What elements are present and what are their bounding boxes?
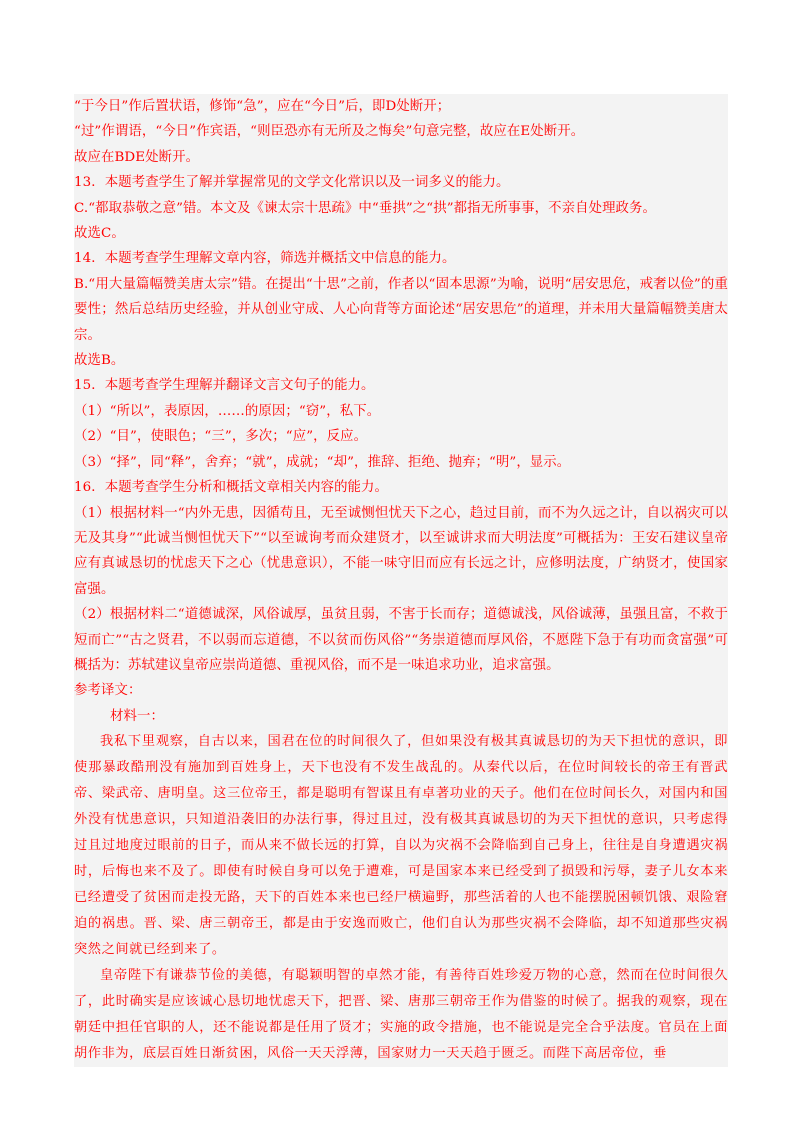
answer-choice: 故选B。 [74,353,125,369]
answer-line: （1）“所以”，表原因，……的原因；“窃”，私下。 [74,403,381,419]
answer-choice: 故选C。 [74,226,125,242]
question-15-heading: 15．本题考查学生理解并翻译文言文句子的能力。 [74,378,375,394]
answer-line: “于今日”作后置状语，修饰“急”，应在“今日”后，即D处断开； [74,99,451,114]
material-one-label: 材料一： [110,708,164,724]
answer-line: （2）根据材料二“道德诚深，风俗诚厚，虽贫且弱，不害于长而存；道德诚浅，风俗诚薄，虽强且富，不救于短而亡”“古之贤君，不以弱而忘道德，不以贫而伤风俗”“务崇道德而厚风俗，不愿陛下急于有功而贪富强”可概括为：苏轼建议皇帝应崇尚道德、重视风俗，而不是一味追求功业，追求富强。 [74,607,728,673]
question-16-heading: 16．本题考查学生分析和概括文章相关内容的能力。 [74,480,389,496]
translation-paragraph: 我私下里观察，自古以来，国君在位的时间很久了，但如果没有极其真诚恳切的为天下担忧的意识，即使那暴政酷刑没有施加到百姓身上，天下也没有不发生战乱的。从秦代以后，在位时间较长的帝王有晋武帝、梁武帝、唐明皇。这三位帝王，都是聪明有智谋且有卓著功业的天子。他们在位时间长久，对国内和国外没有忧患意识，只知道沿袭旧的办法行事，得过且过，没有极其真诚恳切的为天下担忧的意识，只考虑得过且过地度过眼前的日子，而从来不做长远的打算，自以为灾祸不会降临到自己身上，往往是自身遭遇灾祸时，后悔也来不及了。即使有时候自身可以免于遭难，可是国家本来已经受到了损毁和污辱，妻子儿女本来已经遭受了贫困而走投无路，天下的百姓本来也已经尸横遍野，那些活着的人也不能摆脱困顿饥饿、艰险窘迫的祸患。晋、梁、唐三朝帝王，都是由于安逸而败亡，他们自认为那些灾祸不会降临，却不知道那些灾祸突然之间就已经到来了。 [74,734,728,958]
translation-paragraph: 皇帝陛下有谦恭节俭的美德，有聪颖明智的卓然才能，有善待百姓珍爱万物的心意，然而在位时间很久了，此时确实是应该诚心恳切地忧虑天下，把晋、梁、唐那三朝帝王作为借鉴的时候了。据我的观察，现在朝廷中担任官职的人，还不能说都是任用了贤才；实施的政令措施，也不能说是完全合乎法度。官员在上面胡作非为，底层百姓日渐贫困，风俗一天天浮薄，国家财力一天天趋于匮乏。而陛下高居帝位，垂 [74,968,728,1062]
answer-line: （3）“择”，同“释”，舍弃；“就”，成就；“却”，推辞、拒绝、抛弃；“明”，显示。 [74,454,571,470]
question-14-heading: 14．本题考查学生理解文章内容，筛选并概括文中信息的能力。 [74,251,456,267]
answer-explanation-block [74,94,728,1067]
answer-line: C.“都取恭敬之意”错。本文及《谏太宗十思疏》中“垂拱”之“拱”都指无所事事，不亲自处理政务。 [74,200,657,216]
question-13-heading: 13．本题考查学生了解并掌握常见的文学文化常识以及一词多义的能力。 [74,175,510,191]
answer-line: “过”作谓语，“今日”作宾语，“则臣恐亦有无所及之悔矣”句意完整，故应在E处断开。 [74,124,585,140]
answer-line: B.“用大量篇幅赞美唐太宗”错。在提出“十思”之前，作者以“固本思源”为喻，说明“居安思危，戒奢以俭”的重要性；然后总结历史经验，并从创业守成、人心向背等方面论述“居安思危”的道理，并未用大量篇幅赞美唐太宗。 [74,276,728,343]
reference-translation-label: 参考译文： [74,683,142,699]
answer-line: （2）“目”，使眼色；“三”，多次；“应”，反应。 [74,429,368,445]
answer-line: （1）根据材料一“内外无患，因循苟且，无至诚恻怛忧天下之心，趋过目前，而不为久远之计，自以祸灾可以无及其身”“此诚当恻怛忧天下”“以至诚询考而众建贤才，以至诚讲求而大明法度”可概括为：王安石建议皇帝应有真诚恳切的忧虑天下之心（忧患意识），不能一味守旧而应有长远之计，应修明法度，广纳贤才，使国家富强。 [74,505,728,597]
answer-line: 故应在BDE处断开。 [74,149,200,165]
